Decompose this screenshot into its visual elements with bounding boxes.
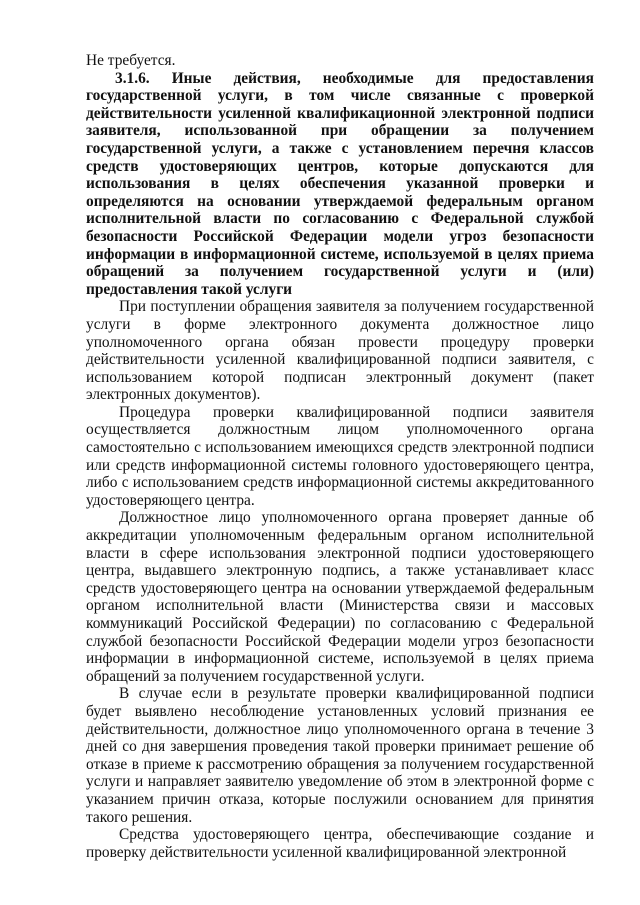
intro-line: Не требуется. [86,52,176,69]
section-heading: 3.1.6. Иные действия, необходимые для предоставления государственной услуги, в том числе связанные с проверкой действительности усиленной квалификационной электронной подписи заявителя, использованной при обращении за получением государственной услуги, а также с установлением перечня классов средств удостоверяющих центров, которые допускаются для использования в целях обеспечения указанной проверки и определяются на основании утверждаемой федеральным органом исполнительной власти по согласованию с Федеральной службой безопасности Российской Федерации модели угроз безопасности информации в информационной системе, используемой в целях приема обращений за получением государственной услуги и (или) предоставления такой услуги [86,69,594,298]
paragraph-5: Средства удостоверяющего центра, обеспечивающие создание и проверку действительности усиленной квалифицированной электронной [86,826,594,861]
paragraph-2: Процедура проверки квалифицированной подписи заявителя осуществляется должностным лицом уполномоченного органа самостоятельно с использованием имеющихся средств электронной подписи или средств информационной системы головного удостоверяющего центра, либо с использованием средств информационной системы аккредитованного удостоверяющего центра. [86,403,594,509]
document-page [86,52,594,861]
paragraph-1: При поступлении обращения заявителя за получением государственной услуги в форме электронного документа должностное лицо уполномоченного органа обязан провести процедуру проверки действительности усиленной квалифицированной подписи заявителя, с использованием которой подписан электронный документ (пакет электронных документов). [86,298,594,404]
paragraph-4: В случае если в результате проверки квалифицированной подписи будет выявлено несоблюдение установленных условий признания ее действительности, должностное лицо уполномоченного органа в течение 3 дней со дня завершения проведения такой проверки принимает решение об отказе в приеме к рассмотрению обращения за получением государственной услуги и направляет заявителю уведомление об этом в электронной форме с указанием причин отказа, которые послужили основанием для принятия такого решения. [86,685,594,826]
paragraph-3: Должностное лицо уполномоченного органа проверяет данные об аккредитации уполномоченным федеральным органом исполнительной власти в сфере использования электронной подписи удостоверяющего центра, выдавшего электронную подпись, а также устанавливает класс средств удостоверяющего центра на основании утверждаемой федеральным органом исполнительной власти (Министерства связи и массовых коммуникаций Российской Федерации) по согласованию с Федеральной службой безопасности Российской Федерации модели угроз безопасности информации в информационной системе, используемой в целях приема обращений за получением государственной услуги. [86,509,594,685]
